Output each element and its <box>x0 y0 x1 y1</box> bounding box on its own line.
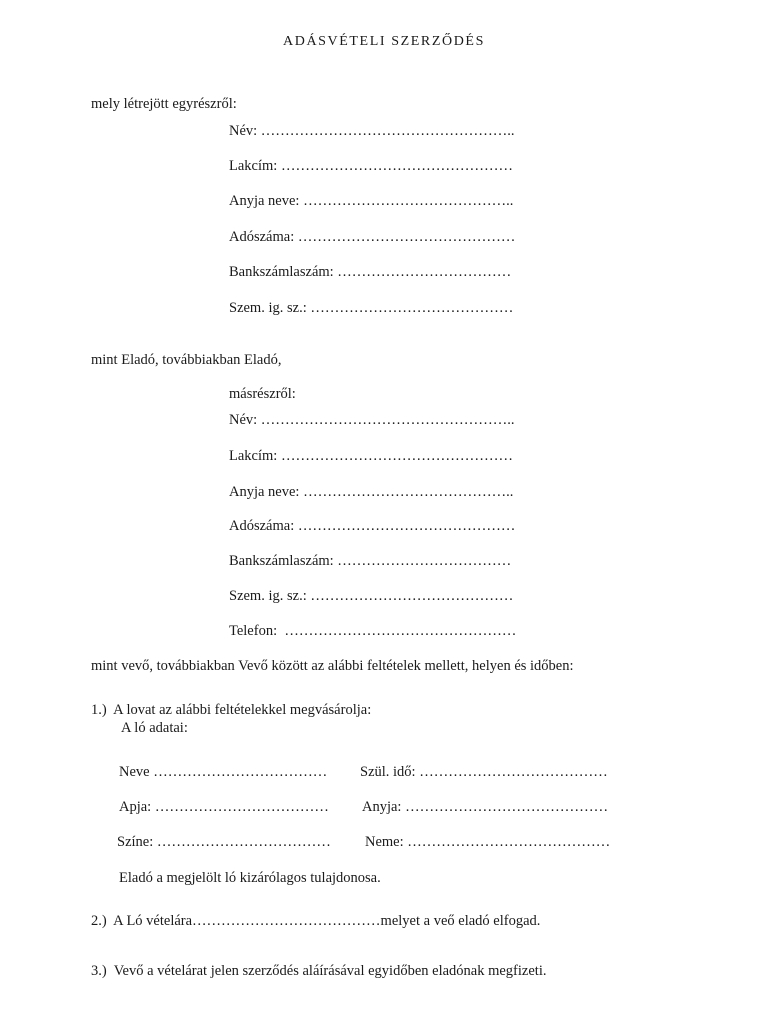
document-title: ADÁSVÉTELI SZERZŐDÉS <box>283 34 485 49</box>
seller-mother-name-field: Anyja neve: …………………………………….. <box>229 193 514 209</box>
section-3: 3.) Vevő a vételárat jelen szerződés aláírásával egyidőben eladónak megfizeti. <box>91 963 547 979</box>
buyer-bank-account-field: Bankszámlaszám: ……………………………… <box>229 553 512 569</box>
seller-role-text: mint Eladó, továbbiakban Eladó, <box>91 352 282 368</box>
horse-birth-date-field: Szül. idő: ………………………………… <box>360 764 608 780</box>
other-side-text: másrészről: <box>229 386 296 402</box>
buyer-name-field: Név: …………………………………………….. <box>229 412 515 428</box>
buyer-id-number-field: Szem. ig. sz.: …………………………………… <box>229 588 514 604</box>
seller-id-number-field: Szem. ig. sz.: …………………………………… <box>229 300 514 316</box>
seller-address-field: Lakcím: ………………………………………… <box>229 158 513 174</box>
buyer-mother-name-field: Anyja neve: …………………………………….. <box>229 484 514 500</box>
horse-father-field: Apja: ……………………………… <box>119 799 329 815</box>
buyer-tax-number-field: Adószáma: ……………………………………… <box>229 518 516 534</box>
horse-mother-field: Anyja: …………………………………… <box>362 799 609 815</box>
section-1-heading: 1.) A lovat az alábbi feltételekkel megvásárolja: <box>91 702 372 718</box>
owner-statement: Eladó a megjelölt ló kizárólagos tulajdonosa. <box>119 870 381 886</box>
buyer-address-field: Lakcím: ………………………………………… <box>229 448 513 464</box>
seller-name-field: Név: …………………………………………….. <box>229 123 515 139</box>
horse-sex-field: Neme: …………………………………… <box>365 834 611 850</box>
section-2: 2.) A Ló vételára…………………………………melyet a veő eladó elfogad. <box>91 913 541 929</box>
seller-tax-number-field: Adószáma: ……………………………………… <box>229 229 516 245</box>
horse-name-field: Neve ……………………………… <box>119 764 328 780</box>
horse-data-subheading: A ló adatai: <box>121 720 188 736</box>
buyer-role-text: mint vevő, továbbiakban Vevő között az alábbi feltételek mellett, helyen és időben: <box>91 658 574 674</box>
horse-color-field: Színe: ……………………………… <box>117 834 331 850</box>
intro-text: mely létrejött egyrészről: <box>91 96 237 112</box>
seller-bank-account-field: Bankszámlaszám: ……………………………… <box>229 264 512 280</box>
buyer-phone-field: Telefon: ………………………………………… <box>229 623 517 639</box>
